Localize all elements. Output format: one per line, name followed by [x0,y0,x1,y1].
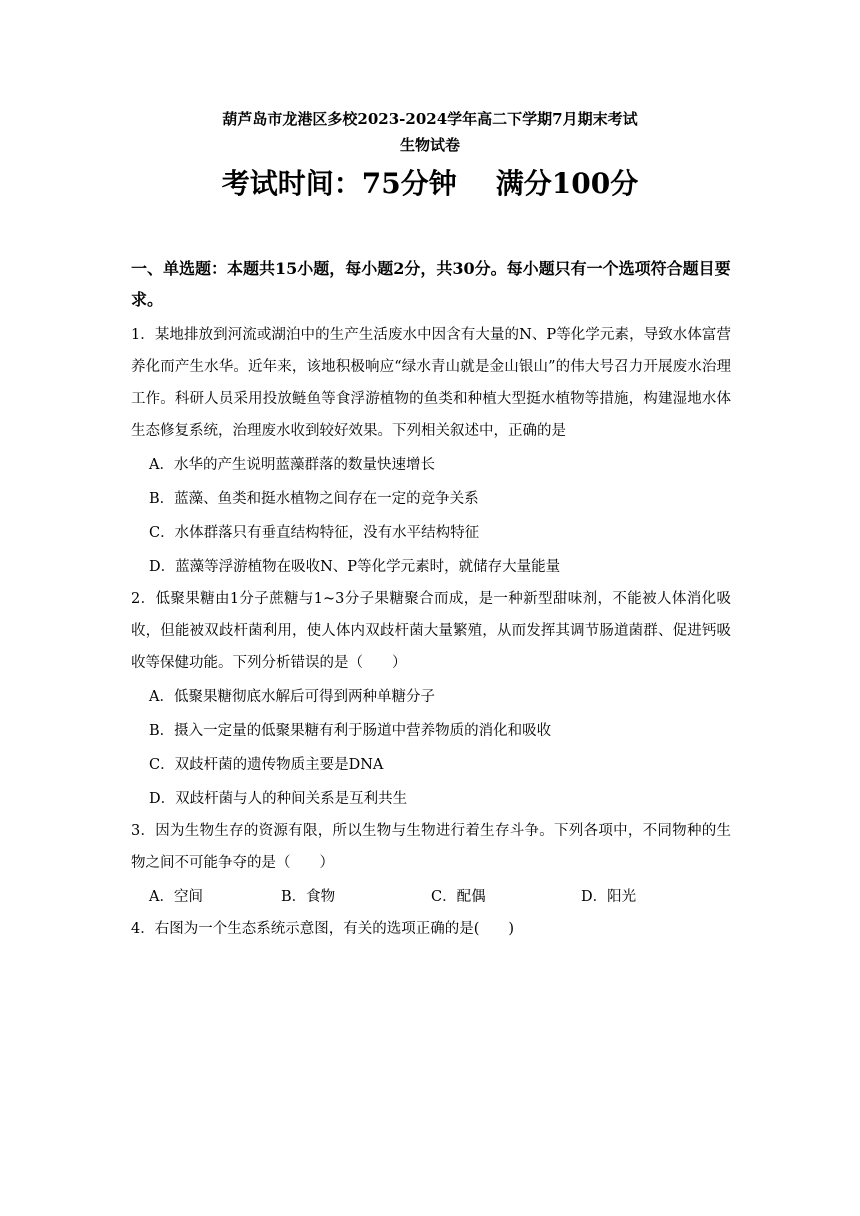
subject-title: 生物试卷 [399,136,460,154]
option-a: A．低聚果糖彻底水解后可得到两种单糖分子 [149,689,435,705]
option-d: D．阳光 [581,889,637,905]
option-a: A．水华的产生说明蓝藻群落的数量快速增长 [149,457,435,473]
exam-time-and-score: 考试时间：75分钟 满分100分 [221,167,639,200]
option-c: C．双歧杆菌的遗传物质主要是DNA [149,757,384,773]
section-heading: 一、单选题：本题共15小题，每小题2分，共30分。每小题只有一个选项符合题目要求。 [131,259,731,309]
exam-content [131,253,731,945]
option-a: A．空间 [149,889,203,905]
option-d: D．双歧杆菌与人的种间关系是互利共生 [149,791,408,807]
question-2 [131,583,731,815]
question-stem: 3．因为生物生存的资源有限，所以生物与生物进行着生存斗争。下列各项中，不同物种的生物之间不可能争夺的是（ ） [131,823,731,871]
question-4 [131,913,731,945]
question-1 [131,319,731,583]
option-b: B．摄入一定量的低聚果糖有利于肠道中营养物质的消化和吸收 [149,723,552,739]
option-c: C．水体群落只有垂直结构特征，没有水平结构特征 [149,525,480,541]
question-3 [131,815,731,913]
option-c: C．配偶 [431,889,486,905]
question-stem: 1．某地排放到河流或湖泊中的生产生活废水中因含有大量的N、P等化学元素，导致水体富营养化而产生水华。近年来，该地积极响应“绿水青山就是金山银山”的伟大号召力开展废水治理工作。科研人员采用投放鲢鱼等食浮游植物的鱼类和种植大型挺水植物等措施，构建湿地水体生态修复系统，治理废水收到较好效果。下列相关叙述中，正确的是 [131,327,731,439]
question-stem: 4．右图为一个生态系统示意图，有关的选项正确的是( ) [131,921,515,937]
exam-title: 葫芦岛市龙港区多校2023-2024学年高二下学期7月期末考试 [222,110,638,128]
option-b: B．食物 [281,889,336,905]
options-row [131,881,731,913]
option-b: B．蓝藻、鱼类和挺水植物之间存在一定的竞争关系 [149,491,479,507]
question-stem: 2．低聚果糖由1分子蔗糖与1~3分子果糖聚合而成，是一种新型甜味剂，不能被人体消化吸收，但能被双歧杆菌利用，使人体内双歧杆菌大量繁殖，从而发挥其调节肠道菌群、促进钙吸收等保健功能。下列分析错误的是（ ） [131,591,731,671]
option-d: D．蓝藻等浮游植物在吸收N、P等化学元素时，就储存大量能量 [149,559,561,575]
